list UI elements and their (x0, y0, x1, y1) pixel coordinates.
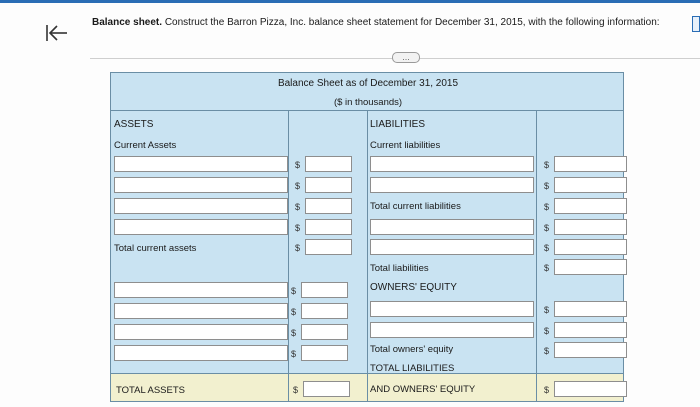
total-liabilities-equity-label-line1: TOTAL LIABILITIES (370, 363, 455, 374)
total-current-assets-amount[interactable] (305, 239, 352, 255)
currency-symbol: $ (295, 202, 301, 212)
question-prompt (92, 17, 692, 28)
total-liabilities-equity-amount[interactable] (554, 381, 627, 397)
current-liability-name-2[interactable] (370, 177, 534, 193)
total-assets-label: TOTAL ASSETS (116, 385, 185, 396)
currency-symbol: $ (544, 326, 550, 336)
equity-item-name-2[interactable] (370, 322, 534, 338)
balance-sheet-table (110, 72, 624, 402)
current-asset-amount-4[interactable] (305, 219, 352, 235)
fixed-asset-amount-4[interactable] (301, 345, 348, 361)
currency-symbol: $ (544, 305, 550, 315)
fixed-asset-amount-3[interactable] (301, 324, 348, 340)
currency-symbol: $ (293, 385, 299, 395)
currency-symbol: $ (544, 263, 550, 273)
total-owners-equity-amount[interactable] (554, 342, 627, 358)
info-button-edge[interactable] (692, 16, 700, 32)
current-liability-amount-2[interactable] (554, 177, 627, 193)
current-asset-name-3[interactable] (114, 198, 288, 214)
currency-symbol: $ (544, 181, 550, 191)
currency-symbol: $ (291, 349, 297, 359)
currency-symbol: $ (544, 346, 550, 356)
fixed-asset-name-2[interactable] (114, 303, 288, 319)
back-to-start-icon[interactable] (44, 22, 70, 44)
currency-symbol: $ (295, 181, 301, 191)
current-liability-name-1[interactable] (370, 156, 534, 172)
currency-symbol: $ (544, 160, 550, 170)
currency-symbol: $ (544, 223, 550, 233)
total-liabilities-amount[interactable] (554, 259, 627, 275)
long-term-liability-name-2[interactable] (370, 239, 534, 255)
currency-symbol: $ (544, 202, 550, 212)
prompt-text: Construct the Barron Pizza, Inc. balance sheet statement for December 31, 2015, with the following information: (162, 17, 660, 28)
total-liabilities-label: Total liabilities (370, 263, 429, 274)
currency-symbol: $ (544, 385, 550, 395)
sheet-subtitle: ($ in thousands) (333, 97, 403, 108)
total-current-assets-label: Total current assets (114, 243, 197, 254)
equity-item-name-1[interactable] (370, 301, 534, 317)
fixed-asset-name-4[interactable] (114, 345, 288, 361)
currency-symbol: $ (295, 223, 301, 233)
equity-item-amount-2[interactable] (554, 322, 627, 338)
total-liabilities-equity-label-line2: AND OWNERS' EQUITY (370, 384, 476, 395)
prompt-title: Balance sheet. (92, 17, 163, 28)
current-asset-name-4[interactable] (114, 219, 288, 235)
expand-more-button[interactable]: … (392, 52, 420, 63)
equity-item-amount-1[interactable] (554, 301, 627, 317)
column-rule (367, 110, 368, 402)
column-rule (288, 110, 289, 402)
current-asset-name-2[interactable] (114, 177, 288, 193)
current-liabilities-label: Current liabilities (370, 140, 441, 151)
currency-symbol: $ (291, 307, 297, 317)
long-term-liability-amount-1[interactable] (554, 219, 627, 235)
currency-symbol: $ (291, 328, 297, 338)
total-assets-amount[interactable] (303, 381, 350, 397)
total-current-liabilities-label: Total current liabilities (370, 201, 461, 212)
currency-symbol: $ (295, 160, 301, 170)
current-asset-amount-1[interactable] (305, 156, 352, 172)
currency-symbol: $ (291, 286, 297, 296)
column-rule (536, 110, 537, 402)
current-asset-amount-3[interactable] (305, 198, 352, 214)
currency-symbol: $ (544, 243, 550, 253)
total-owners-equity-label: Total owners' equity (370, 344, 454, 355)
liabilities-header: LIABILITIES (370, 119, 426, 130)
top-accent-bar (0, 0, 700, 3)
current-asset-amount-2[interactable] (305, 177, 352, 193)
long-term-liability-amount-2[interactable] (554, 239, 627, 255)
owners-equity-header: OWNERS' EQUITY (370, 282, 457, 293)
currency-symbol: $ (295, 243, 301, 253)
fixed-asset-name-1[interactable] (114, 282, 288, 298)
fixed-asset-name-3[interactable] (114, 324, 288, 340)
fixed-asset-amount-1[interactable] (301, 282, 348, 298)
current-asset-name-1[interactable] (114, 156, 288, 172)
current-assets-label: Current Assets (114, 140, 177, 151)
sheet-title: Balance Sheet as of December 31, 2015 (277, 78, 459, 89)
current-liability-amount-1[interactable] (554, 156, 627, 172)
long-term-liability-name-1[interactable] (370, 219, 534, 235)
fixed-asset-amount-2[interactable] (301, 303, 348, 319)
assets-header: ASSETS (114, 119, 154, 130)
total-current-liabilities-amount[interactable] (554, 198, 627, 214)
